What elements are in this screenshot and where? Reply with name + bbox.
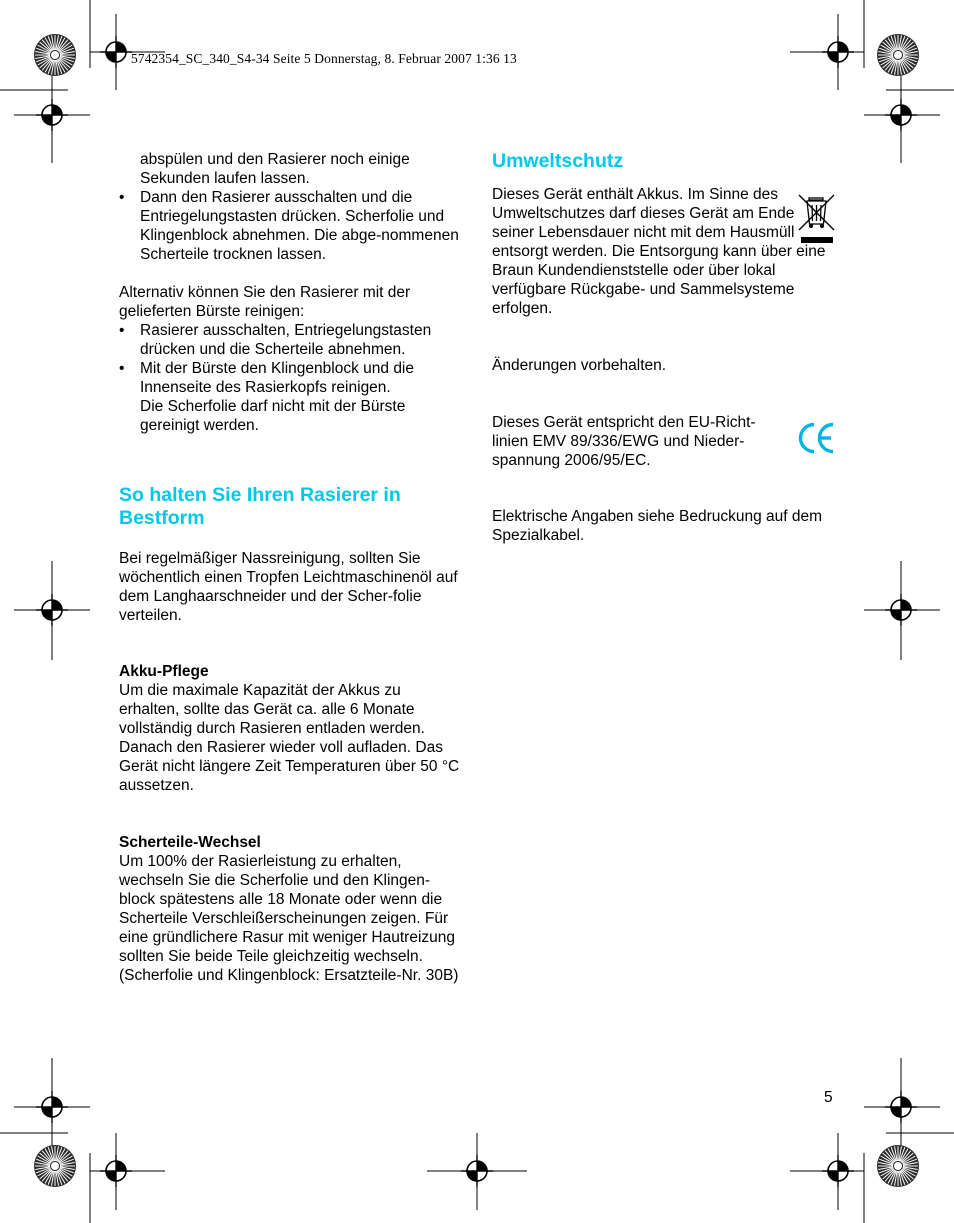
changes-notice: Änderungen vorbehalten. [492,357,667,374]
environment-text: Dieses Gerät enthält Akkus. Im Sinne des Umweltschutzes darf dieses Gerät am Ende seiner Lebensdauer nicht mit dem Hausmüll entsorgt werden. Die Entsorgung kann über eine Braun Kundendienststelle oder über lokal verfügbare Rückgabe- und Sammelsysteme erfolgen. [492,186,826,317]
ce-mark-icon [796,421,836,455]
crossed-out-wheelie-bin-icon [797,193,837,245]
slug-line: 5742354_SC_340_S4-34 Seite 5 Donnerstag, 8. Februar 2007 1:36 13 [131,51,517,66]
akku-text: Um die maximale Kapazität der Akkus zu erhalten, sollte das Gerät ca. alle 6 Monate vollständig durch Rasieren entladen werden. Danach den Rasierer wieder voll aufladen. Das Gerät nicht längere Zeit Temperaturen über 50 °C aussetzen. [119,682,460,794]
subheading-akku-pflege: Akku-Pflege [119,663,209,680]
right-column [492,150,837,545]
maintenance-text: Bei regelmäßiger Nassreinigung, sollten Sie wöchentlich einen Tropfen Leichtmaschinenöl auf dem Langhaarschneider und der Scher-folie verteilen. [119,550,458,624]
bullet-list-cleaning [119,188,464,264]
rinse-continuation: abspülen und den Rasierer noch einige Sekunden laufen lassen. [140,151,410,187]
alternative-cleaning-intro: Alternativ können Sie den Rasierer mit der gelieferten Bürste reinigen: [119,284,411,320]
parts-text: Um 100% der Rasierleistung zu erhalten, wechseln Sie die Scherfolie und den Klingen-block spätestens alle 18 Monate oder wenn die Scherteile Verschleißerscheinungen zeigen. Für eine gründlichere Rasur mit weniger Hautreizung sollten Sie beide Teile gleichzeitig wechseln. [119,853,456,965]
eu-compliance-text: Dieses Gerät entspricht den EU-Richt-linien EMV 89/336/EWG und Nieder-spannung 2006/95/EC. [492,414,756,469]
list-item: • Mit der Bürste den Klingenblock und die Innenseite des Rasierkopfs reinigen. [119,359,464,397]
subheading-scherteile-wechsel: Scherteile-Wechsel [119,834,261,851]
list-item: • Dann den Rasierer ausschalten und die Entriegelungstasten drücken. Scherfolie und Klingenblock abnehmen. Die abge-nommenen Scherteile trocknen lassen. [119,188,464,264]
list-item: • Rasierer ausschalten, Entriegelungstasten drücken und die Scherteile abnehmen. [119,321,464,359]
bullet-list-brush [119,321,464,397]
left-column [119,150,464,985]
electrical-info-text: Elektrische Angaben siehe Bedruckung auf dem Spezialkabel. [492,508,823,544]
brush-note: Die Scherfolie darf nicht mit der Bürste gereinigt werden. [140,398,406,434]
page-number: 5 [824,1089,833,1106]
section-heading-maintenance: So halten Sie Ihren Rasierer in Bestform [119,484,401,529]
parts-note: (Scherfolie und Klingenblock: Ersatzteile-Nr. 30B) [119,967,459,984]
section-heading-environment: Umweltschutz [492,150,624,172]
